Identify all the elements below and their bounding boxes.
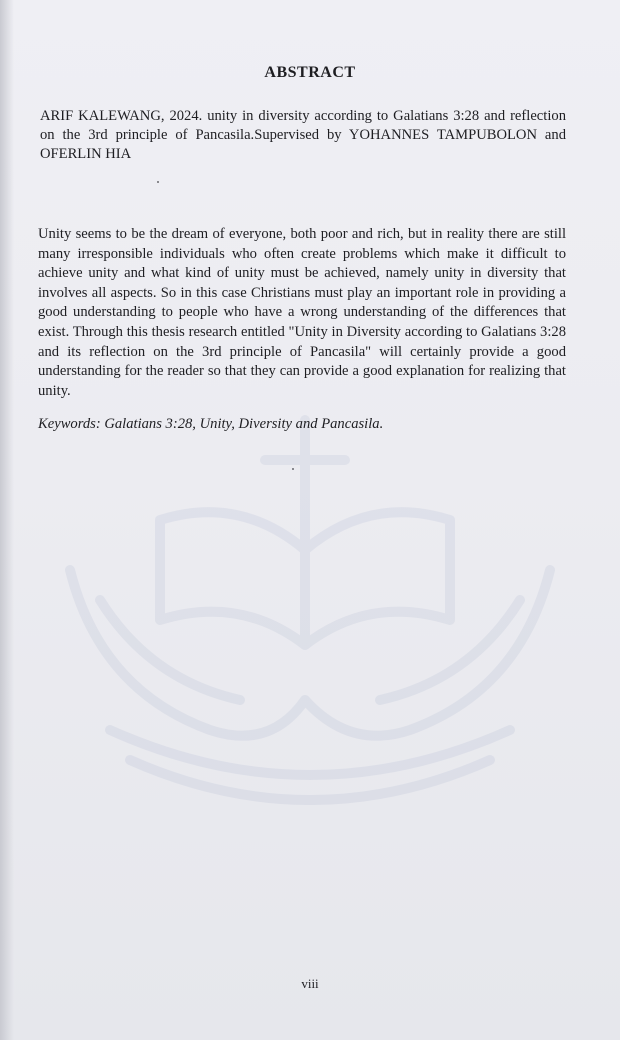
scan-speck (292, 468, 294, 470)
page-edge-shadow (0, 0, 14, 1040)
abstract-heading: ABSTRACT (264, 64, 356, 81)
page-number: viii (301, 976, 319, 991)
citation-paragraph: ARIF KALEWANG, 2024. unity in diversity according to Galatians 3:28 and reflection on the 3rd principle of Pancasila.Supervised by YOHANNES TAMPUBOLON and OFERLIN HIA (40, 108, 566, 162)
abstract-body-paragraph: Unity seems to be the dream of everyone, both poor and rich, but in reality there are still many irresponsible individuals who often create problems which make it difficult to achieve unity and what kind of unity must be achieved, namely unity in diversity that involves all aspects. So in this case Christians must play an important role in providing a good understanding to people who have a wrong understanding of the differences that exist. Through this thesis research entitled "Unity in Diversity according to Galatians 3:28 and its reflection on the 3rd principle of Pancasila" will certainly provide a good understanding for the reader so that they can provide a good explanation for realizing that unity. (38, 226, 566, 399)
keywords-line: Keywords: Galatians 3:28, Unity, Diversity and Pancasila. (38, 416, 384, 432)
scan-speck (157, 181, 159, 183)
institution-seal-watermark-icon (40, 400, 580, 820)
